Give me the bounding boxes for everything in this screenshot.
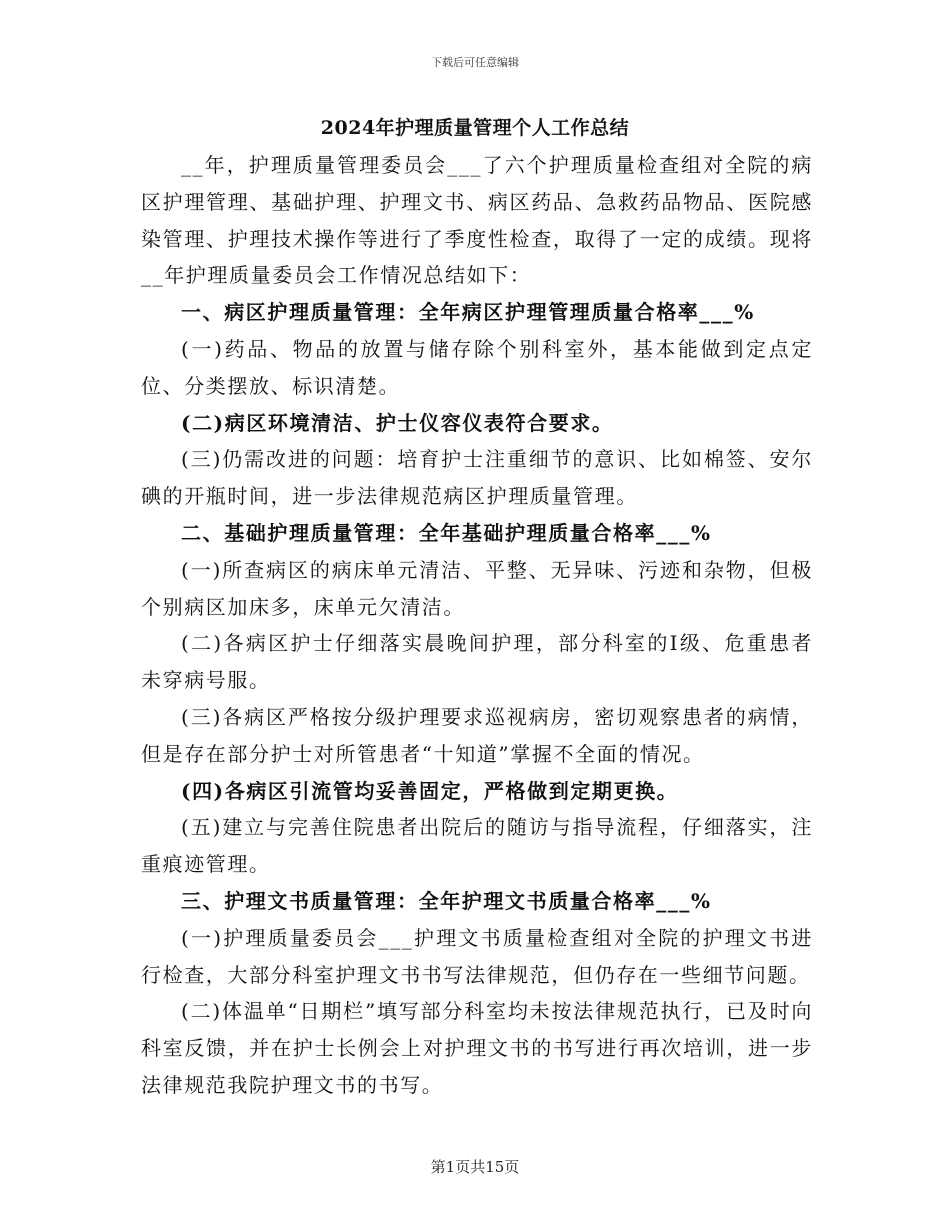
section-3-heading: 三、护理文书质量管理：全年护理文书质量合格率___% [181,888,712,913]
section-3-item-2: (二)体温单“日期栏”填写部分科室均未按法律规范执行，已及时向科室反馈，并在护士长例会上对护理文书的书写进行再次培训，进一步法律规范我院护理文书的书写。 [141,999,813,1097]
section-2-item-2: (二)各病区护士仔细落实晨晚间护理，部分科室的Ⅰ级、危重患者未穿病号服。 [141,631,813,693]
section-1-item-1: (一)药品、物品的放置与储存除个别科室外，基本能做到定点定位、分类摆放、标识清楚。 [141,336,813,398]
header-note: 下载后可任意编辑 [431,56,519,69]
section-2-item-4: (四)各病区引流管均妥善固定，严格做到定期更换。 [181,778,679,803]
intro-paragraph: __年，护理质量管理委员会___了六个护理质量检查组对全院的病区护理管理、基础护理、护理文书、病区药品、急救药品物品、医院感染管理、护理技术操作等进行了季度性检查，取得了一定的成绩。现将__年护理质量委员会工作情况总结如下： [141,153,813,288]
section-2-heading: 二、基础护理质量管理：全年基础护理质量合格率___% [181,520,712,545]
section-2-item-3: (三)各病区严格按分级护理要求巡视病房，密切观察患者的病情，但是存在部分护士对所管患者“十知道”掌握不全面的情况。 [141,704,813,766]
section-1-item-2: (二)病区环境清洁、护士仪容仪表符合要求。 [181,410,614,435]
page-number-footer: 第1页共15页 [430,1158,520,1176]
section-2-item-5: (五)建立与完善住院患者出院后的随访与指导流程，仔细落实，注重痕迹管理。 [141,815,813,877]
section-2-item-1: (一)所查病区的病床单元清洁、平整、无异味、污迹和杂物，但极个别病区加床多，床单元欠清洁。 [141,557,813,619]
document-body [141,147,813,1104]
section-1-item-3: (三)仍需改进的问题：培育护士注重细节的意识、比如棉签、安尔碘的开瓶时间，进一步法律规范病区护理质量管理。 [141,447,813,509]
section-3-item-1: (一)护理质量委员会___护理文书质量检查组对全院的护理文书进行检查，大部分科室护理文书书写法律规范，但仍存在一些细节问题。 [141,925,813,987]
section-1-heading: 一、病区护理质量管理：全年病区护理管理质量合格率___% [181,300,755,325]
document-title: 2024年护理质量管理个人工作总结 [320,117,630,139]
